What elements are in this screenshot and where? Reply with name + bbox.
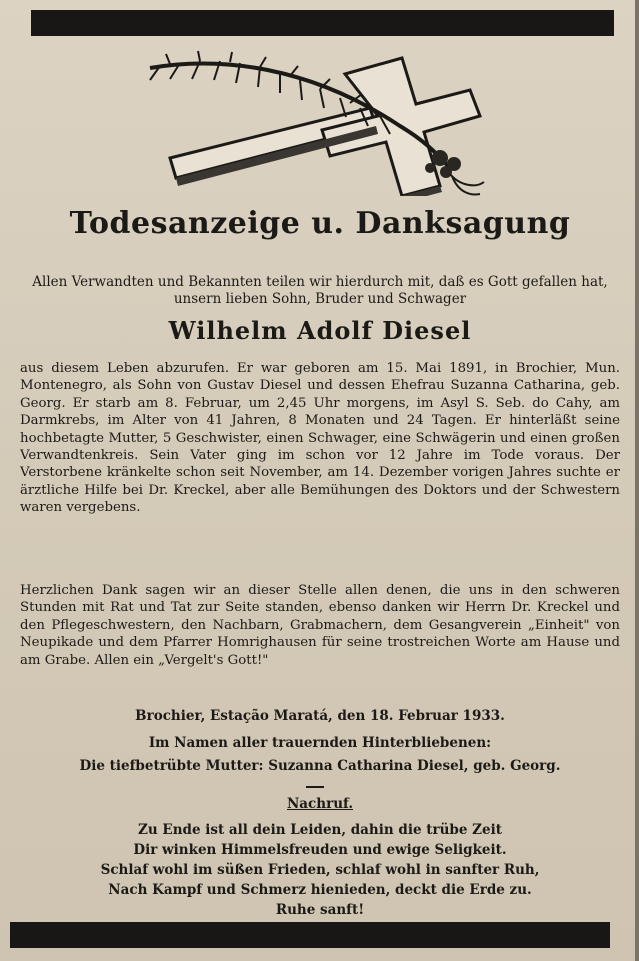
on-behalf-line: Im Namen aller trauernden Hinterbliebenen: (148, 735, 492, 751)
deceased-name: Wilhelm Adolf Diesel (168, 316, 472, 345)
obituary-body: aus diesem Leben abzurufen. Er war geboren am 15. Mai 1891, in Brochier, Mun. Montenegro, als Sohn von Gustav Diesel und dessen Ehefrau Suzanna Catharina, geb. Georg. Er starb am 8. Februar, um 2,45 Uhr morgens, im Asyl S. Seb. do Cahy, am Darmkrebs, im Alter von 41 Jahren, 8 Monaten und 24 Tagen. Er hinterläßt seine hochbetagte Mutter, 5 Geschwister, einen Schwager, eine Schwägerin und einen großen Verwandtenkreis. Sein Vater ging im schon vor 12 Jahre im Tode voraus. Der Verstorbene kränkelte schon seit November, am 14. Dezember vorigen Jahres suchte er ärztliche Hilfe bei Dr. Kreckel, aber alle Bemühungen des Doktors und der Schwestern waren vergebens. (20, 361, 620, 516)
short-divider (306, 786, 324, 788)
nachruf-heading: Nachruf. (286, 796, 354, 812)
top-black-rule (31, 10, 614, 36)
poem-line: Schlaf wohl im süßen Frieden, schlaf wohl in sanfter Ruh, (100, 862, 540, 878)
poem-line: Zu Ende ist all dein Leiden, dahin die trübe Zeit (138, 822, 502, 838)
notice-title: Todesanzeige u. Danksagung (69, 206, 571, 241)
mother-signature: Die tiefbetrübte Mutter: Suzanna Catharina Diesel, geb. Georg. (79, 758, 561, 774)
place-date-line: Brochier, Estação Maratá, den 18. Februar 1933. (135, 708, 505, 724)
poem-line: Nach Kampf und Schmerz hienieden, deckt die Erde zu. (108, 882, 532, 898)
bottom-black-rule (10, 922, 610, 948)
poem-line: Dir winken Himmelsfreuden und ewige Seligkeit. (133, 842, 507, 858)
poem-line: Ruhe sanft! (275, 902, 365, 918)
nachruf-poem (20, 820, 620, 920)
cross-with-palm-frond-icon (140, 46, 500, 196)
thanks-paragraph: Herzlichen Dank sagen wir an dieser Stelle allen denen, die uns in den schweren Stunden mit Rat und Tat zur Seite standen, ebenso danken wir Herrn Dr. Kreckel und den Pflegeschwestern, den Nachbarn, Grabmachern, dem Gesangverein „Einheit" von Neupikade und dem Pfarrer Homrighausen für seine trostreichen Worte am Hause und am Grabe. Allen ein „Vergelt's Gott!" (20, 583, 620, 668)
intro-text: Allen Verwandten und Bekannten teilen wir hierdurch mit, daß es Gott gefallen hat, unsern lieben Sohn, Bruder und Schwager (32, 274, 608, 307)
